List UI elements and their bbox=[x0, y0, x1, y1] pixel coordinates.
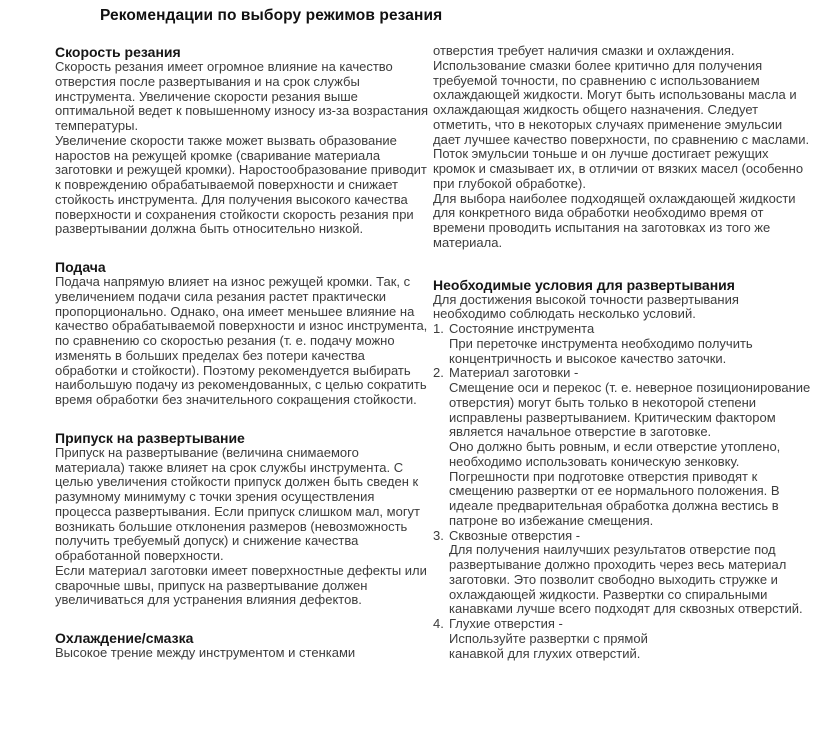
paragraph: Припуск на развертывание (величина снимаемого материала) также влияет на срок службы инструмента. С целью увеличения стойкости припуск должен быть сведен к разумному минимуму с точки зрения осуществления процесса развертывания. Если припуск слишком мал, могут возникать большие отклонения размеров (невозможность получить требуемый допуск) и снижение качества обработанной поверхности. bbox=[55, 444, 421, 563]
paragraph: Смещение оси и перекос (т. е. неверное позиционирование отверстия) могут быть только в некоторой степени исправлены развертыванием. Критическим фактором является начальное отверстие в заготовке. bbox=[449, 380, 811, 440]
paragraph: отверстия требует наличия смазки и охлаждения. Использование смазки более критично для получения требуемой точности, по сравнению с использованием охлаждающей жидкости. Могут быть использованы масла и охлаждающая жидкость общего назначения. Следует отметить, что в некоторых случаях применение эмульсии дает лучшее качество поверхности, по сравнению с маслами. Поток эмульсии тоньше и он лучше достигает режущих кромок и смазывает их, в отличии от вязких масел (особенно при глубокой обработке). bbox=[433, 43, 810, 191]
paragraph: Подача напрямую влияет на износ режущей кромки. Так, с увеличением подачи сила резания растет практически пропорционально. Однако, она имеет меньшее влияние на качество обрабатываемой поверхности и износ инструмента, по сравнению со скоростью резания (т. е. подачу можно изменять в больших пределах без потери качества обработки и стойкости). Поэтому рекомендуется выбирать наибольшую подачу из рекомендованных, с целью сократить время обработки без значительного сокращения стойкости. bbox=[55, 274, 428, 407]
item-content bbox=[449, 366, 813, 528]
item-number: 2. bbox=[433, 365, 444, 381]
text-section bbox=[55, 630, 429, 661]
two-column-layout bbox=[55, 44, 813, 661]
list-item bbox=[433, 322, 813, 366]
paragraph: Скорость резания имеет огромное влияние на качество отверстия после развертывания и на срок службы инструмента. Увеличение скорости резания выше оптимальной ведет к повышенному износу из-за возрастания температуры. bbox=[55, 59, 429, 133]
item-number: 1. bbox=[433, 321, 444, 336]
item-title: Сквозные отверстия - bbox=[449, 527, 581, 543]
paragraph: При переточке инструмента необходимо получить концентричность и высокое качество заточки. bbox=[449, 335, 753, 366]
paragraph: Оно должно быть ровным, и если отверстие утоплено, необходимо использовать коническую зенковку. Погрешности при подготовке отверстия приводят к смещению развертки от ее нормального положения. В идеале предварительная обработка должна вестись в патроне во избежание смещения. bbox=[449, 439, 781, 528]
paragraph: Для выбора наиболее подходящей охлаждающей жидкости для конкретного вида обработки необходимо время от времени проводить испытания на заготовках из того же материала. bbox=[433, 190, 796, 250]
right-column bbox=[433, 44, 813, 661]
item-content bbox=[449, 322, 813, 366]
continued-text-block bbox=[433, 44, 813, 251]
left-column bbox=[55, 44, 429, 661]
section-heading: Необходимые условия для развертывания bbox=[433, 276, 735, 293]
text-section bbox=[55, 259, 429, 408]
paragraph: Используйте развертки с прямой bbox=[449, 630, 648, 646]
paragraph: Увеличение скорости также может вызвать образование наростов на режущей кромке (сваривание материала заготовки и режущей кромки). Наростообразование приводит к повреждению обрабатываемой поверхности и снижает стойкость инструмента. Для получения высокого качества поверхности и сохранения стойкости скорость резания при развертывании должна быть относительно низкой. bbox=[55, 132, 427, 237]
item-number: 4. bbox=[433, 616, 444, 631]
item-title: Состояние инструмента bbox=[449, 321, 595, 336]
item-number: 3. bbox=[433, 527, 444, 543]
page-title: Рекомендации по выбору режимов резания bbox=[100, 7, 443, 24]
paragraph: канавкой для глухих отверстий. bbox=[449, 645, 641, 661]
text-section bbox=[55, 430, 429, 608]
section-heading: Припуск на развертывание bbox=[55, 429, 245, 446]
item-content bbox=[449, 617, 813, 661]
paragraph: Для получения наилучших результатов отверстие под развертывание должно проходить через весь материал заготовки. Это позволит свободно выходить стружке и охлаждающей жидкости. Развертки со спиральными канавками лучше всего подходят для сквозных отверстий. bbox=[449, 542, 803, 617]
list-item bbox=[433, 617, 813, 661]
item-content bbox=[449, 529, 813, 618]
section-heading: Скорость резания bbox=[55, 44, 181, 60]
text-section bbox=[55, 44, 429, 237]
conditions-list bbox=[433, 322, 813, 661]
section-heading: Подача bbox=[55, 259, 106, 275]
text-section bbox=[433, 277, 813, 662]
item-title: Материал заготовки - bbox=[449, 365, 579, 381]
list-item bbox=[433, 529, 813, 618]
item-title: Глухие отверстия - bbox=[449, 616, 563, 631]
paragraph: Высокое трение между инструментом и стенками bbox=[55, 645, 356, 660]
paragraph: Если материал заготовки имеет поверхностные дефекты или сварочные швы, припуск на развертывание должен увеличиваться для устранения влияния дефектов. bbox=[55, 562, 427, 608]
section-intro: Для достижения высокой точности развертывания необходимо соблюдать несколько условий. bbox=[433, 291, 739, 322]
section-heading: Охлаждение/смазка bbox=[55, 630, 194, 646]
list-item bbox=[433, 366, 813, 528]
